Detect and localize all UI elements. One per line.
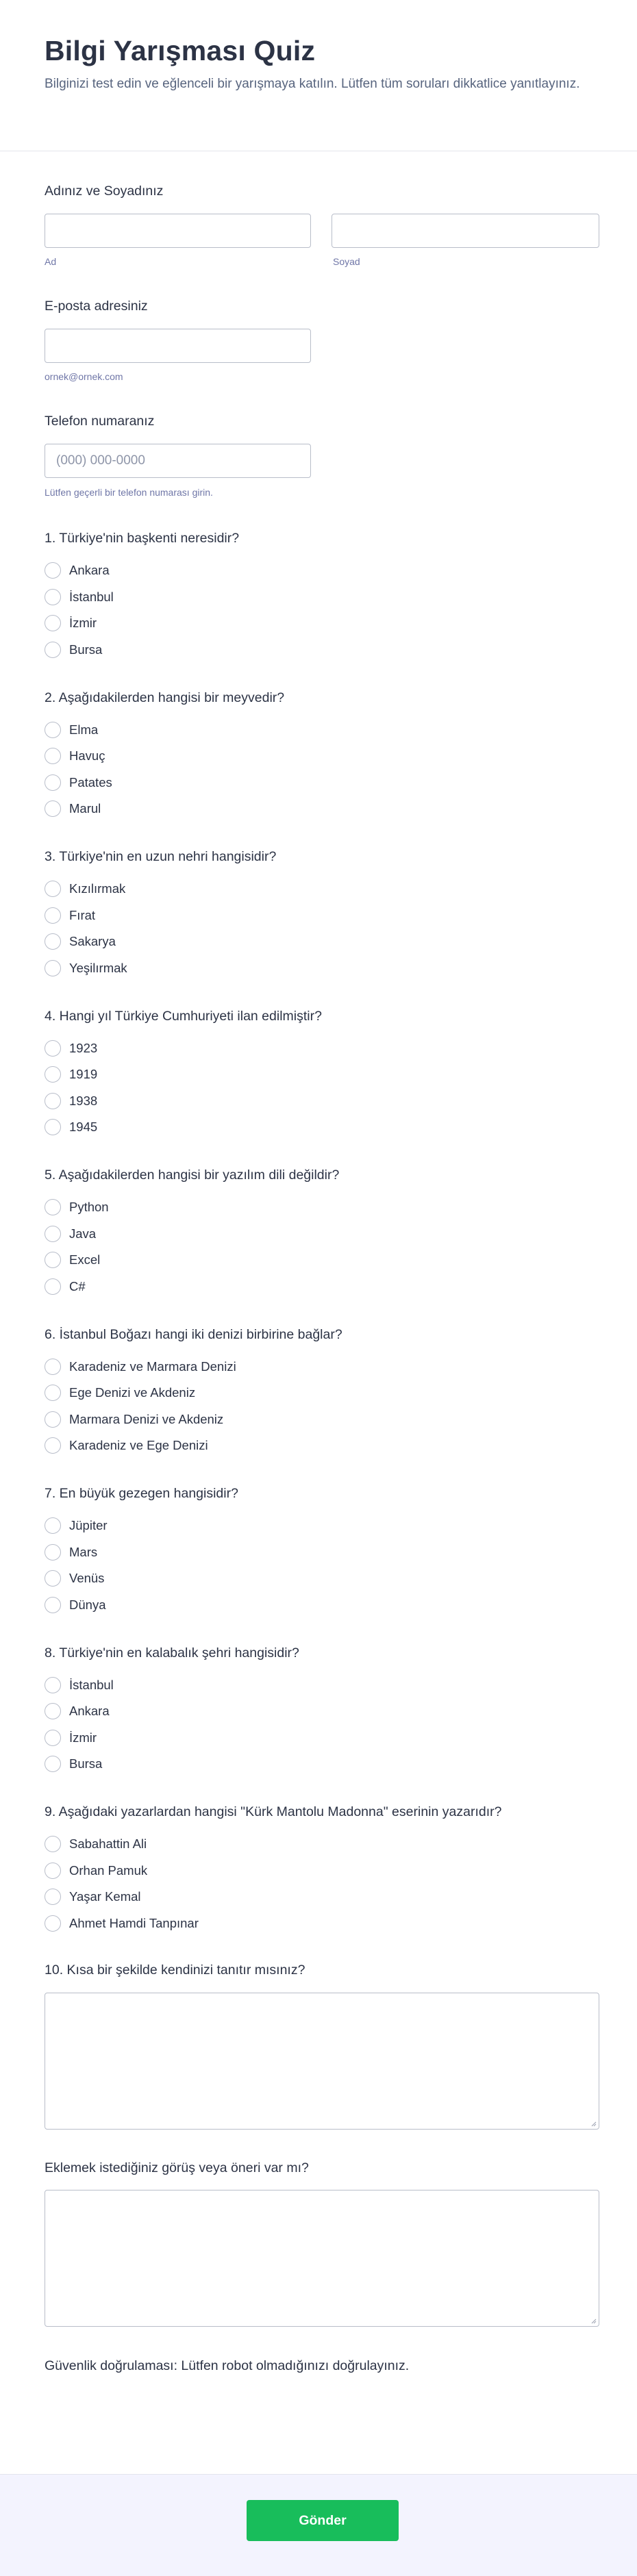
radio-option[interactable] [45, 1197, 109, 1217]
radio-option-label: 1938 [69, 1093, 98, 1108]
last-name-input[interactable] [332, 214, 599, 248]
radio-option-label: Patates [69, 774, 112, 790]
radio-option[interactable] [45, 1091, 97, 1111]
radio-unchecked-icon[interactable] [45, 1597, 61, 1613]
radio-option[interactable] [45, 1435, 208, 1456]
radio-option-label: İzmir [69, 1730, 97, 1745]
radio-option[interactable] [45, 1728, 97, 1748]
radio-option[interactable] [45, 1064, 97, 1085]
radio-option-label: Bursa [69, 1756, 103, 1771]
radio-unchecked-icon[interactable] [45, 960, 61, 976]
question-title: 9. Aşağıdaki yazarlardan hangisi "Kürk Mantolu Madonna" eserinin yazarıdır? [45, 1804, 502, 1819]
submit-button[interactable]: Gönder [247, 2500, 399, 2541]
radio-option-label: Jüpiter [69, 1518, 108, 1532]
radio-unchecked-icon[interactable] [45, 1703, 61, 1719]
question-title: 3. Türkiye'nin en uzun nehri hangisidir? [45, 849, 277, 864]
radio-unchecked-icon[interactable] [45, 1437, 61, 1454]
radio-option[interactable] [45, 1886, 141, 1907]
radio-option-label: C# [69, 1278, 86, 1293]
radio-option[interactable] [45, 1356, 236, 1377]
radio-option[interactable] [45, 1038, 97, 1059]
radio-option[interactable] [45, 560, 110, 581]
radio-unchecked-icon[interactable] [45, 1677, 61, 1693]
radio-option-label: Yaşar Kemal [69, 1889, 141, 1904]
radio-option-label: Dünya [69, 1597, 106, 1612]
radio-option-label: Orhan Pamuk [69, 1862, 148, 1878]
radio-unchecked-icon[interactable] [45, 748, 61, 764]
radio-option[interactable] [45, 772, 112, 793]
radio-option-label: 1945 [69, 1120, 98, 1134]
resize-grip-icon[interactable] [590, 2317, 597, 2324]
radio-unchecked-icon[interactable] [45, 1119, 61, 1135]
resize-grip-icon[interactable] [590, 2120, 597, 2127]
radio-unchecked-icon[interactable] [45, 1756, 61, 1772]
radio-option[interactable] [45, 1675, 114, 1695]
radio-option[interactable] [45, 1860, 147, 1881]
question-title: 4. Hangi yıl Türkiye Cumhuriyeti ilan edilmiştir? [45, 1008, 322, 1024]
radio-option-label: Marmara Denizi ve Akdeniz [69, 1411, 224, 1426]
radio-option[interactable] [45, 720, 98, 740]
email-sublabel: ornek@ornek.com [45, 371, 123, 382]
radio-option[interactable] [45, 879, 125, 899]
radio-option-label: İstanbul [69, 589, 114, 604]
radio-unchecked-icon[interactable] [45, 1836, 61, 1852]
radio-unchecked-icon[interactable] [45, 1544, 61, 1561]
radio-option[interactable] [45, 746, 105, 766]
radio-option-label: Excel [69, 1252, 101, 1267]
radio-option-label: Kızılırmak [69, 881, 126, 896]
radio-option-label: Fırat [69, 907, 96, 922]
radio-option-label: Ahmet Hamdi Tanpınar [69, 1915, 199, 1930]
radio-option[interactable] [45, 1595, 105, 1615]
feedback-textarea[interactable] [45, 2190, 599, 2327]
radio-unchecked-icon[interactable] [45, 1066, 61, 1083]
radio-option-label: Python [69, 1200, 109, 1214]
radio-option-label: Java [69, 1226, 97, 1241]
radio-unchecked-icon[interactable] [45, 1915, 61, 1932]
radio-option-label: Mars [69, 1544, 98, 1559]
question-title: 2. Aşağıdakilerden hangisi bir meyvedir? [45, 690, 285, 705]
radio-unchecked-icon[interactable] [45, 1252, 61, 1268]
radio-option[interactable] [45, 958, 127, 978]
email-input[interactable] [45, 329, 311, 363]
radio-option[interactable] [45, 798, 101, 819]
radio-unchecked-icon[interactable] [45, 1517, 61, 1534]
radio-option[interactable] [45, 1701, 110, 1721]
radio-option-label: Venüs [69, 1571, 105, 1585]
radio-option[interactable] [45, 905, 95, 926]
radio-option[interactable] [45, 1913, 199, 1934]
radio-option[interactable] [45, 931, 116, 952]
feedback-question-title: Eklemek istediğiniz görüş veya öneri var mı? [45, 2160, 309, 2175]
radio-option-label: İstanbul [69, 1677, 114, 1692]
radio-option-label: Ege Denizi ve Akdeniz [69, 1385, 196, 1400]
question-title: 8. Türkiye'nin en kalabalık şehri hangisidir? [45, 1645, 299, 1660]
radio-option[interactable] [45, 1224, 96, 1244]
radio-unchecked-icon[interactable] [45, 562, 61, 579]
radio-option[interactable] [45, 1568, 104, 1589]
radio-unchecked-icon[interactable] [45, 800, 61, 817]
radio-option[interactable] [45, 1250, 100, 1270]
radio-unchecked-icon[interactable] [45, 1730, 61, 1746]
radio-unchecked-icon[interactable] [45, 1093, 61, 1109]
radio-option[interactable] [45, 640, 102, 660]
radio-option-label: 1923 [69, 1040, 98, 1055]
intro-textarea[interactable] [45, 1993, 599, 2130]
radio-unchecked-icon[interactable] [45, 1199, 61, 1215]
radio-unchecked-icon[interactable] [45, 1226, 61, 1242]
question-title: 7. En büyük gezegen hangisidir? [45, 1486, 238, 1501]
question-title: 5. Aşağıdakilerden hangisi bir yazılım dili değildir? [45, 1167, 340, 1183]
phone-sublabel: Lütfen geçerli bir telefon numarası girin. [45, 487, 213, 498]
intro-question-title: 10. Kısa bir şekilde kendinizi tanıtır mısınız? [45, 1962, 305, 1978]
radio-option[interactable] [45, 1515, 108, 1536]
first-name-input[interactable] [45, 214, 311, 248]
radio-option[interactable] [45, 1276, 86, 1297]
radio-unchecked-icon[interactable] [45, 907, 61, 924]
radio-option[interactable] [45, 1754, 102, 1774]
page-subtitle: Bilginizi test edin ve eğlenceli bir yarışmaya katılın. Lütfen tüm soruları dikkatlice yanıtlayınız. [45, 77, 580, 91]
radio-unchecked-icon[interactable] [45, 1411, 61, 1428]
radio-option[interactable] [45, 1117, 97, 1137]
radio-unchecked-icon[interactable] [45, 1359, 61, 1375]
radio-option-label: Karadeniz ve Marmara Denizi [69, 1359, 236, 1374]
radio-unchecked-icon[interactable] [45, 615, 61, 631]
radio-option[interactable] [45, 613, 97, 633]
last-name-sublabel: Soyad [333, 256, 360, 267]
first-name-sublabel: Ad [45, 256, 57, 267]
form-header [0, 0, 637, 151]
radio-unchecked-icon[interactable] [45, 881, 61, 897]
radio-option[interactable] [45, 1382, 195, 1403]
radio-unchecked-icon[interactable] [45, 1385, 61, 1401]
radio-option-label: Karadeniz ve Ege Denizi [69, 1438, 208, 1452]
phone-input[interactable] [45, 444, 311, 478]
radio-option-label: 1919 [69, 1067, 98, 1081]
radio-option[interactable] [45, 1409, 223, 1430]
captcha-label: Güvenlik doğrulaması: Lütfen robot olmadığınızı doğrulayınız. [45, 2358, 410, 2373]
radio-option[interactable] [45, 587, 114, 607]
radio-option-label: Bursa [69, 642, 103, 657]
radio-option-label: Sakarya [69, 934, 116, 948]
radio-unchecked-icon[interactable] [45, 1570, 61, 1587]
question-title: 6. İstanbul Boğazı hangi iki denizi birbirine bağlar? [45, 1326, 342, 1342]
question-title: 1. Türkiye'nin başkenti neresidir? [45, 531, 240, 546]
page-title: Bilgi Yarışması Quiz [45, 35, 316, 66]
radio-unchecked-icon[interactable] [45, 1862, 61, 1879]
radio-unchecked-icon[interactable] [45, 642, 61, 658]
radio-option-label: Sabahattin Ali [69, 1836, 147, 1851]
radio-option-label: İzmir [69, 616, 97, 630]
radio-option-label: Elma [69, 722, 99, 737]
phone-label: Telefon numaranız [45, 414, 155, 429]
radio-option-label: Marul [69, 801, 101, 816]
radio-option[interactable] [45, 1542, 97, 1563]
radio-option[interactable] [45, 1834, 147, 1854]
email-label: E-posta adresiniz [45, 299, 148, 314]
radio-unchecked-icon[interactable] [45, 589, 61, 605]
radio-unchecked-icon[interactable] [45, 1889, 61, 1905]
radio-unchecked-icon[interactable] [45, 1040, 61, 1057]
radio-option-label: Havuç [69, 748, 105, 763]
radio-unchecked-icon[interactable] [45, 933, 61, 950]
radio-option-label: Yeşilırmak [69, 960, 127, 975]
name-label: Adınız ve Soyadınız [45, 184, 164, 199]
radio-option-label: Ankara [69, 1704, 110, 1718]
radio-option-label: Ankara [69, 563, 110, 577]
radio-unchecked-icon[interactable] [45, 1278, 61, 1295]
radio-unchecked-icon[interactable] [45, 774, 61, 791]
radio-unchecked-icon[interactable] [45, 722, 61, 738]
